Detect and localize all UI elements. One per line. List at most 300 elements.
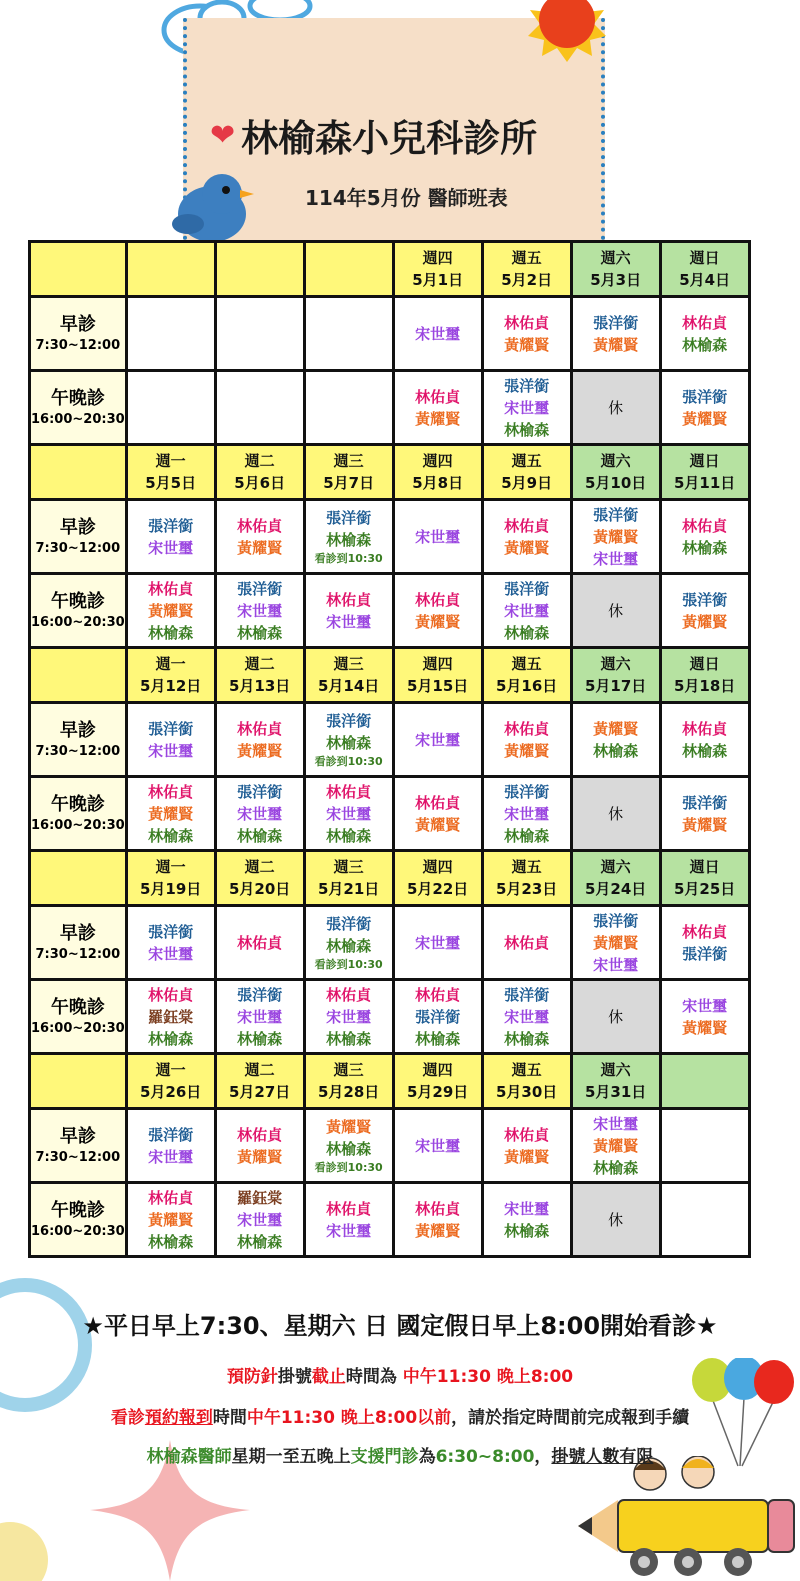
doctor-cell [660,1183,749,1257]
doctor-cell [304,574,393,648]
doctor-name: 林佑貞 [148,579,194,598]
doctor-name: 張洋銜 [415,1007,461,1026]
session-label: 午晚診 [50,387,105,409]
doctor-name: 林榆森 [148,623,194,642]
date-label: 5月2日 [501,271,553,289]
weekday-label: 週一 [155,858,186,876]
doctor-name: 黃耀賢 [682,612,728,631]
week-header-row [30,445,750,500]
session-time: 7:30~12:00 [35,540,121,556]
date-label: 5月25日 [674,880,736,898]
bird-icon [168,168,260,244]
session-label-cell [30,906,127,980]
date-label: 5月10日 [585,474,647,492]
weekday-label: 週四 [422,249,453,267]
doctor-name: 黃耀賢 [148,804,194,823]
doctor-name: 宋世璽 [148,944,194,963]
doctor-name: 羅鈺棠 [237,1188,283,1207]
doctor-cell [393,1109,482,1183]
corner-cell [30,242,127,297]
date-label: 5月7日 [323,474,375,492]
day-header-cell [660,851,749,906]
day-header-cell [304,648,393,703]
doctor-cell [393,1183,482,1257]
doctor-name: 林佑貞 [415,590,461,609]
doctor-cell [393,777,482,851]
doctor-name: 宋世璽 [326,1007,372,1026]
clinic-name: 林榆森小兒科診所 [241,117,538,160]
doctor-name: 黃耀賢 [593,527,639,546]
evening-row [30,574,750,648]
weekday-label: 週二 [244,1061,275,1079]
doctor-name: 林榆森 [326,1029,372,1048]
circle-decoration [0,1520,50,1581]
doctor-name: 張洋銜 [682,387,728,406]
doctor-name: 黃耀賢 [237,538,283,557]
week-header-row [30,648,750,703]
doctor-cell [482,297,571,371]
doctor-name: 林佑貞 [326,782,372,801]
doctor-name: 宋世璽 [415,933,461,952]
date-label: 5月8日 [412,474,464,492]
morning-row [30,906,750,980]
doctor-name: 宋世璽 [237,1007,283,1026]
doctor-name: 林佑貞 [237,933,283,952]
support-clinic-notice: 林榆森醫師星期一至五晚上支援門診為6:30~8:00，掛號人數有限 [146,1447,654,1467]
session-label-cell [30,1183,127,1257]
doctor-name: 黃耀賢 [504,335,550,354]
heart-icon: ❤ [210,117,236,153]
closed-cell: 休 [571,777,660,851]
doctor-cell [304,1183,393,1257]
doctor-name: 林榆森 [326,1139,372,1158]
doctor-name: 宋世璽 [504,804,550,823]
hours-note: 看診到10:30 [314,551,383,565]
doctor-name: 林榆森 [326,530,372,549]
closed-cell: 休 [571,371,660,445]
date-label: 5月31日 [585,1083,647,1101]
doctor-cell [215,1109,304,1183]
session-label-cell [30,297,127,371]
doctor-name: 林榆森 [682,335,728,354]
doctor-name: 宋世璽 [415,527,461,546]
doctor-name: 林佑貞 [148,1188,194,1207]
hours-notice: ★平日早上7:30、星期六 日 國定假日早上8:00開始看診★ [82,1312,718,1340]
doctor-name: 林榆森 [326,826,372,845]
session-label-cell [30,703,127,777]
session-label: 早診 [59,313,96,335]
doctor-name: 黃耀賢 [682,409,728,428]
month-title: 114年5月份 醫師班表 [305,186,508,210]
weekday-label: 週二 [244,858,275,876]
doctor-name: 林佑貞 [415,793,461,812]
doctor-name: 宋世璽 [148,741,194,760]
date-label: 5月24日 [585,880,647,898]
doctor-name: 黃耀賢 [682,815,728,834]
doctor-cell [571,906,660,980]
session-label: 午晚診 [50,793,105,815]
doctor-cell [571,500,660,574]
day-header-cell [304,851,393,906]
doctor-cell [393,574,482,648]
doctor-cell [215,1183,304,1257]
day-header-cell [393,242,482,297]
session-time: 7:30~12:00 [35,946,121,962]
doctor-name: 黃耀賢 [415,815,461,834]
doctor-cell [215,703,304,777]
doctor-name: 張洋銜 [148,719,194,738]
weekday-label: 週四 [422,1061,453,1079]
day-header-cell [215,1054,304,1109]
day-header-cell [126,445,215,500]
doctor-cell [660,1109,749,1183]
doctor-name: 宋世璽 [593,1114,639,1133]
doctor-name: 林榆森 [237,623,283,642]
date-label: 5月21日 [318,880,380,898]
session-label: 早診 [59,516,96,538]
doctor-name: 林佑貞 [682,719,728,738]
morning-row [30,703,750,777]
doctor-cell [660,906,749,980]
doctor-name: 張洋銜 [504,782,550,801]
doctor-name: 林榆森 [148,826,194,845]
session-label: 早診 [59,922,96,944]
date-label: 5月17日 [585,677,647,695]
doctor-name: 林佑貞 [682,313,728,332]
doctor-name: 林佑貞 [415,1199,461,1218]
doctor-cell [660,777,749,851]
day-header-cell [393,445,482,500]
doctor-name: 宋世璽 [326,612,372,631]
sun-icon [512,0,622,62]
date-label: 5月18日 [674,677,736,695]
doctor-cell [304,980,393,1054]
closed-cell: 休 [571,1183,660,1257]
doctor-name: 黃耀賢 [148,601,194,620]
doctor-name: 宋世璽 [237,601,283,620]
day-header-cell [215,648,304,703]
doctor-name: 黃耀賢 [593,933,639,952]
doctor-cell [304,906,393,980]
doctor-cell [126,980,215,1054]
weekday-label: 週日 [689,655,720,673]
doctor-name: 宋世璽 [237,804,283,823]
date-label: 5月29日 [407,1083,469,1101]
day-header-cell [660,648,749,703]
appointment-notice: 看診預約報到時間中午11:30 晚上8:00以前，請於指定時間前完成報到手續 [110,1408,690,1428]
doctor-name: 宋世璽 [504,398,550,417]
doctor-cell [482,371,571,445]
doctor-cell [215,777,304,851]
doctor-name: 黃耀賢 [593,719,639,738]
doctor-name: 林榆森 [593,1158,639,1177]
doctor-name: 林榆森 [682,538,728,557]
date-label: 5月28日 [318,1083,380,1101]
doctor-name: 林佑貞 [504,1125,550,1144]
week-header-row [30,851,750,906]
day-header-cell [571,648,660,703]
doctor-name: 黃耀賢 [682,1018,728,1037]
doctor-cell [215,980,304,1054]
session-label: 午晚診 [50,1199,105,1221]
doctor-cell [660,297,749,371]
doctor-name: 林佑貞 [415,387,461,406]
doctor-cell [126,574,215,648]
session-time: 16:00~20:30 [31,614,125,630]
weekday-label: 週日 [689,452,720,470]
date-label: 5月4日 [679,271,731,289]
doctor-name: 黃耀賢 [593,1136,639,1155]
doctor-cell [393,371,482,445]
day-header-cell [482,851,571,906]
doctor-name: 張洋銜 [237,579,283,598]
day-header-cell [393,851,482,906]
doctor-cell [393,703,482,777]
weekday-label: 週日 [689,249,720,267]
doctor-name: 張洋銜 [148,1125,194,1144]
day-header-cell [126,648,215,703]
doctor-name: 林佑貞 [326,985,372,1004]
doctor-name: 張洋銜 [682,944,728,963]
weekday-label: 週五 [511,655,542,673]
day-header-cell [660,445,749,500]
weekday-label: 週三 [333,858,364,876]
doctor-name: 宋世璽 [593,955,639,974]
session-time: 16:00~20:30 [31,817,125,833]
doctor-name: 張洋銜 [593,911,639,930]
doctor-cell [126,1183,215,1257]
doctor-cell [304,703,393,777]
doctor-cell [660,703,749,777]
date-label: 5月26日 [140,1083,202,1101]
doctor-name: 宋世璽 [326,1221,372,1240]
corner-cell [30,1054,127,1109]
corner-cell [30,648,127,703]
weekday-label: 週五 [511,1061,542,1079]
weekday-label: 週一 [155,655,186,673]
day-header-cell [126,851,215,906]
day-header-cell [126,242,215,297]
closed-cell: 休 [571,980,660,1054]
weekday-label: 週四 [422,858,453,876]
date-label: 5月15日 [407,677,469,695]
doctor-name: 林榆森 [326,733,372,752]
weekday-label: 週日 [689,858,720,876]
weekday-label: 週三 [333,452,364,470]
doctor-name: 張洋銜 [148,516,194,535]
doctor-name: 林榆森 [148,1232,194,1251]
doctor-name: 林佑貞 [237,516,283,535]
session-label-cell [30,371,127,445]
weekday-label: 週六 [600,452,631,470]
doctor-cell [126,297,215,371]
doctor-name: 張洋銜 [504,985,550,1004]
doctor-cell [482,500,571,574]
doctor-name: 黃耀賢 [504,1147,550,1166]
doctor-cell [393,906,482,980]
doctor-name: 林佑貞 [415,985,461,1004]
kids-pencil-car-icon [578,1456,800,1581]
day-header-cell [393,1054,482,1109]
doctor-cell [304,500,393,574]
day-header-cell [482,648,571,703]
doctor-name: 林榆森 [504,1029,550,1048]
doctor-name: 張洋銜 [682,590,728,609]
doctor-name: 張洋銜 [682,793,728,812]
morning-row [30,1109,750,1183]
date-label: 5月11日 [674,474,736,492]
date-label: 5月12日 [140,677,202,695]
doctor-name: 林佑貞 [504,933,550,952]
doctor-name: 張洋銜 [148,922,194,941]
doctor-name: 黃耀賢 [326,1117,372,1136]
day-header-cell [571,445,660,500]
doctor-name: 林佑貞 [326,1199,372,1218]
doctor-name: 林榆森 [237,1029,283,1048]
ring-decoration [0,1270,100,1420]
doctor-name: 張洋銜 [326,711,372,730]
session-label-cell [30,1109,127,1183]
closed-cell: 休 [571,574,660,648]
morning-row [30,297,750,371]
doctor-cell [126,703,215,777]
date-label: 5月23日 [496,880,558,898]
doctor-cell [482,1183,571,1257]
doctor-name: 林佑貞 [237,719,283,738]
date-label: 5月16日 [496,677,558,695]
day-header-cell [215,851,304,906]
doctor-name: 林佑貞 [504,516,550,535]
doctor-cell [482,703,571,777]
date-label: 5月27日 [229,1083,291,1101]
doctor-name: 黃耀賢 [237,741,283,760]
day-header-cell [482,1054,571,1109]
doctor-name: 林榆森 [504,1221,550,1240]
hours-note: 看診到10:30 [314,1160,383,1174]
day-header-cell [215,445,304,500]
doctor-name: 林佑貞 [682,922,728,941]
weekday-label: 週二 [244,655,275,673]
evening-row [30,980,750,1054]
doctor-cell [482,574,571,648]
doctor-name: 黃耀賢 [504,741,550,760]
week-header-row [30,242,750,297]
doctor-name: 黃耀賢 [237,1147,283,1166]
session-time: 16:00~20:30 [31,411,125,427]
date-label: 5月22日 [407,880,469,898]
evening-row [30,371,750,445]
date-label: 5月9日 [501,474,553,492]
date-label: 5月20日 [229,880,291,898]
weekday-label: 週六 [600,858,631,876]
doctor-name: 黃耀賢 [593,335,639,354]
doctor-cell [660,574,749,648]
day-header-cell [126,1054,215,1109]
doctor-name: 林榆森 [593,741,639,760]
date-label: 5月30日 [496,1083,558,1101]
weekday-label: 週五 [511,452,542,470]
doctor-name: 林榆森 [504,826,550,845]
doctor-name: 宋世璽 [415,730,461,749]
date-label: 5月5日 [145,474,197,492]
date-label: 5月1日 [412,271,464,289]
doctor-name: 宋世璽 [148,538,194,557]
doctor-cell [482,980,571,1054]
weekday-label: 週一 [155,452,186,470]
session-time: 7:30~12:00 [35,743,121,759]
doctor-cell [660,500,749,574]
session-label: 早診 [59,719,96,741]
weekday-label: 週五 [511,858,542,876]
doctor-name: 張洋銜 [593,313,639,332]
doctor-name: 林佑貞 [682,516,728,535]
doctor-name: 羅鈺棠 [148,1007,194,1026]
date-label: 5月19日 [140,880,202,898]
doctor-name: 宋世璽 [682,996,728,1015]
doctor-cell [304,371,393,445]
session-label: 午晚診 [50,996,105,1018]
doctor-name: 黃耀賢 [415,409,461,428]
day-header-cell [660,242,749,297]
day-header-cell [393,648,482,703]
doctor-name: 張洋銜 [326,508,372,527]
clinic-title [210,108,590,162]
weekday-label: 週六 [600,249,631,267]
doctor-name: 宋世璽 [415,324,461,343]
corner-cell [30,445,127,500]
doctor-name: 林佑貞 [326,590,372,609]
session-time: 16:00~20:30 [31,1020,125,1036]
doctor-name: 張洋銜 [326,914,372,933]
evening-row [30,1183,750,1257]
doctor-cell [215,371,304,445]
doctor-cell [393,980,482,1054]
date-label: 5月13日 [229,677,291,695]
doctor-name: 宋世璽 [504,1007,550,1026]
day-header-cell [571,242,660,297]
weekday-label: 週一 [155,1061,186,1079]
week-header-row [30,1054,750,1109]
day-header-cell [571,1054,660,1109]
doctor-cell [215,574,304,648]
day-header-cell [304,445,393,500]
doctor-cell [215,906,304,980]
doctor-cell [304,297,393,371]
doctor-cell [304,777,393,851]
day-header-cell [482,445,571,500]
doctor-name: 林佑貞 [504,719,550,738]
session-time: 16:00~20:30 [31,1223,125,1239]
hours-note: 看診到10:30 [314,957,383,971]
doctor-cell [215,500,304,574]
evening-row [30,777,750,851]
doctor-name: 林榆森 [504,420,550,439]
doctor-cell [660,980,749,1054]
doctor-name: 張洋銜 [504,579,550,598]
session-time: 7:30~12:00 [35,337,121,353]
doctor-cell [571,297,660,371]
doctor-name: 黃耀賢 [415,612,461,631]
doctor-name: 林佑貞 [148,985,194,1004]
doctor-name: 宋世璽 [593,549,639,568]
schedule-table [28,240,751,1258]
weekday-label: 週三 [333,655,364,673]
day-header-cell [215,242,304,297]
doctor-cell [660,371,749,445]
session-label-cell [30,777,127,851]
doctor-name: 宋世璽 [326,804,372,823]
hours-note: 看診到10:30 [314,754,383,768]
